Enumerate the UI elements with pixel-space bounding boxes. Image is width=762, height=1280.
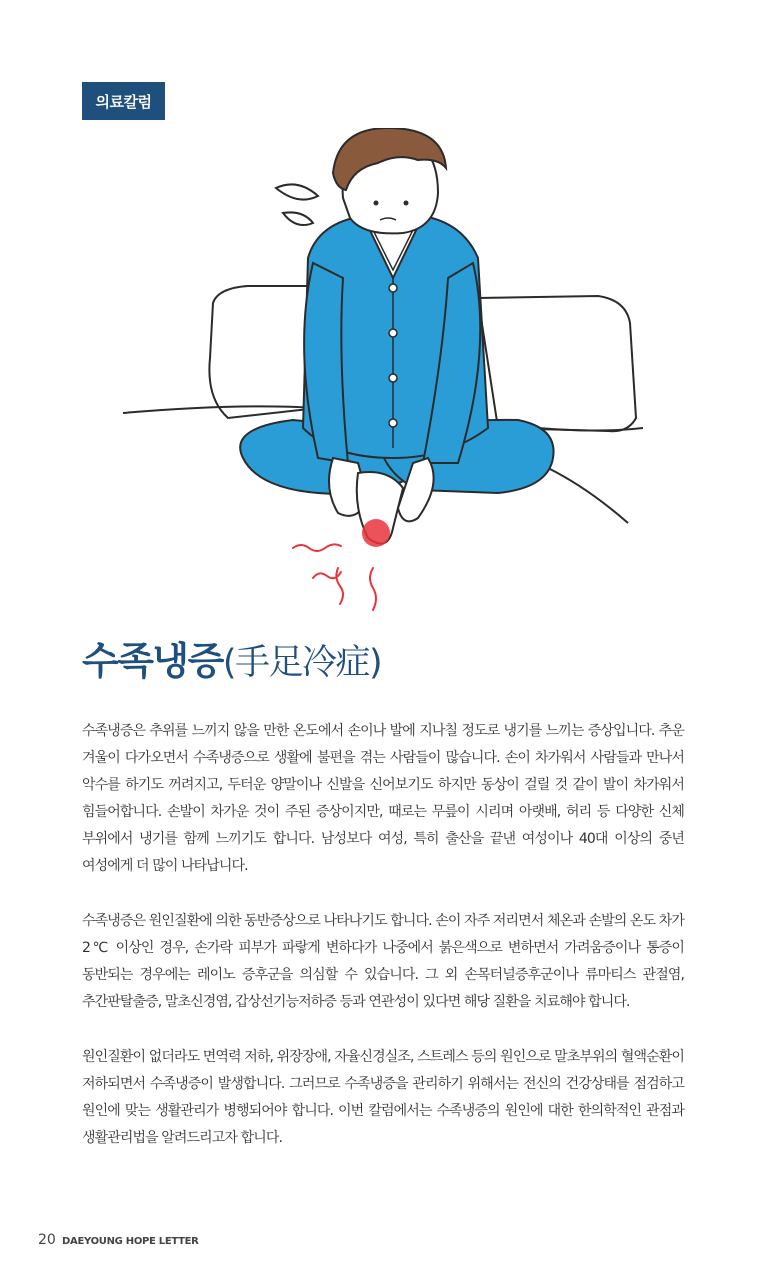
page-number: 20 [38,1232,56,1248]
cold-spot [362,519,390,547]
pillow-right [478,296,636,431]
pillow-left [209,286,318,418]
page-footer [38,1232,199,1248]
cold-lines [293,544,376,610]
title-main: 수족냉증 [82,639,223,683]
paragraph-3: 원인질환이 없더라도 면역력 저하, 위장장애, 자율신경실조, 스트레스 등의 원인으로 말초부위의 혈액순환이 저하되면서 수족냉증이 발생합니다. 그러므로 수족냉증을 관리하기 위해서는 전신의 건강상태를 점검하고 원인에 맞는 생활관리가 병행되어야 합니다. 이번 칼럼에서는 수족냉증의 원인에 대한 한의학적인 관점과 생활관리법을 알려드리고자 합니다. [82,1049,684,1146]
publication-name: DAEYOUNG HOPE LETTER [62,1236,199,1247]
cold-feet-illustration [118,128,648,618]
article-body [82,718,684,1180]
category-badge: 의료칼럼 [82,82,165,120]
title-hanja: (手足冷症) [222,643,382,683]
sheet-fold [548,468,628,523]
paragraph-2: 수족냉증은 원인질환에 의한 동반증상으로 나타나기도 합니다. 손이 자주 저리면서 체온과 손발의 온도 차가 2℃ 이상인 경우, 손가락 피부가 파랗게 변하다가 나중에서 붉은색으로 변하면서 가려움증이나 통증이 동반되는 경우에는 레이노 증후군을 의심할 수 있습니다. 그 외 손목터널증후군이나 류마티스 관절염, 추간판탈출증, 말초신경염, 갑상선기능저하증 등과 연관성이 있다면 해당 질환을 치료해야 합니다. [82,913,685,1010]
article-title [82,630,381,685]
sweat-drops [276,184,318,225]
paragraph-1: 수족냉증은 추위를 느끼지 않을 만한 온도에서 손이나 발에 지나칠 정도로 냉기를 느끼는 증상입니다. 추운 겨울이 다가오면서 수족냉증으로 생활에 불편을 겪는 사람들이 많습니다. 손이 차가워서 사람들과 만나서 악수를 하기도 꺼려지고, 두터운 양말이나 신발을 신어보기도 하지만 동상이 걸릴 것 같이 발이 차가워서 힘들어합니다. 손발이 차가운 것이 주된 증상이지만, 때로는 무릎이 시리며 아랫배, 허리 등 다양한 신체 부위에서 냉기를 함께 느끼기도 합니다. 남성보다 여성, 특히 출산을 끝낸 여성이나 40대 이상의 중년 여성에게 더 많이 나타납니다. [82,723,684,874]
head [333,128,446,233]
